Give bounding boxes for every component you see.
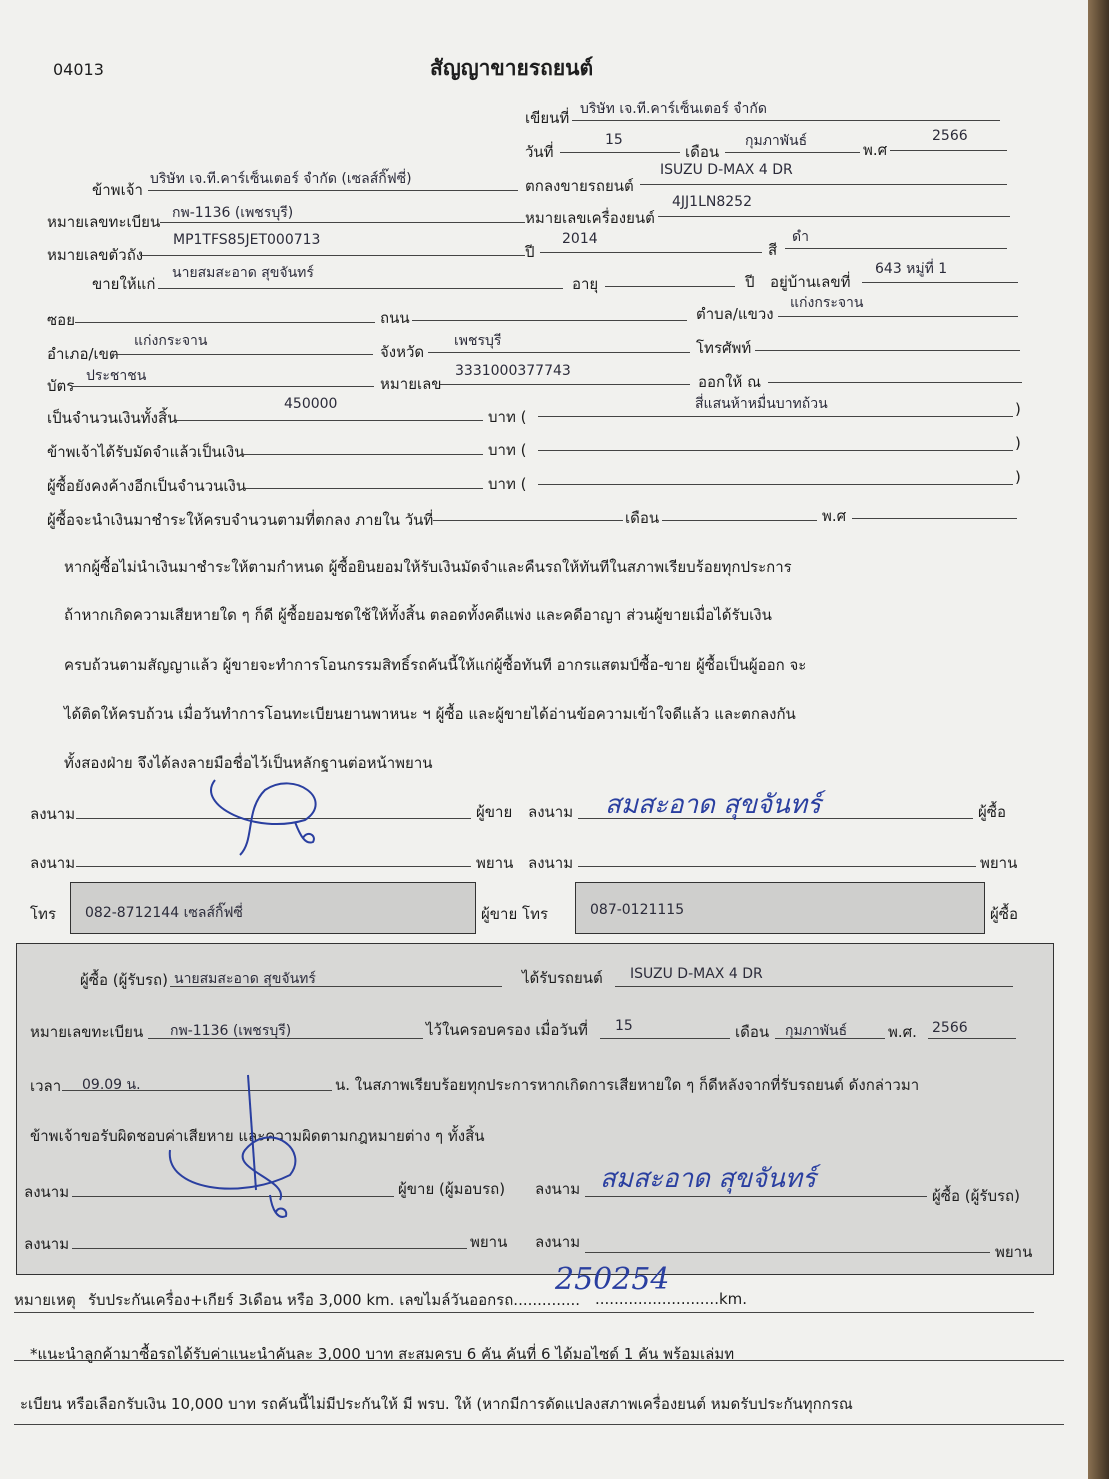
house-label: อยู่บ้านเลขที่	[770, 273, 851, 291]
written-at-value: บริษัท เจ.ที.คาร์เซ็นเตอร์ จำกัด	[580, 101, 767, 117]
date-label: วันที่	[525, 143, 554, 161]
road-label: ถนน	[380, 309, 410, 327]
receipt-day: 15	[615, 1018, 633, 1034]
year-made-label: ปี	[525, 243, 535, 261]
receipt-seller-signature	[160, 1070, 310, 1230]
notes-referral: *แนะนำลูกค้ามาซื้อรถได้รับค่าแนะนำคันละ 3,000 บาท สะสมครบ 6 คัน คันที่ 6 ได้มอไซด์ 1 คัน พร้อมเล่มท	[30, 1345, 735, 1363]
receipt-witness2-label: ลงนาม	[535, 1233, 581, 1251]
date-month-line	[725, 152, 860, 153]
total-label: เป็นจำนวนเงินทั้งสิ้น	[47, 409, 178, 427]
witness1-role: พยาน	[476, 854, 514, 872]
date-month: กุมภาพันธ์	[745, 133, 808, 149]
buyer-phone: 087-0121115	[590, 902, 685, 918]
witness2-role: พยาน	[980, 854, 1018, 872]
page-title: สัญญาขายรถยนต์	[430, 56, 594, 80]
due-year-label: พ.ศ	[822, 507, 847, 525]
witness2-label: ลงนาม	[528, 854, 574, 872]
receipt-time-label: เวลา	[30, 1077, 62, 1095]
year-made-value: 2014	[562, 231, 598, 247]
remaining-label: ผู้ซื้อยังคงค้างอีกเป็นจำนวนเงิน	[47, 477, 247, 495]
province-line	[428, 352, 690, 353]
remaining-words-line	[538, 484, 1013, 485]
buyer-signature: สมสะอาด สุขจันทร์	[605, 790, 821, 820]
receipt-possession-label: ไว้ในครอบครอง เมื่อวันที่	[426, 1021, 588, 1039]
remaining-close: )	[1015, 468, 1021, 486]
chassis-label: หมายเลขตัวถัง	[47, 246, 144, 264]
receipt-buyer-signature: สมสะอาด สุขจันทร์	[600, 1164, 816, 1194]
receipt-car: ISUZU D-MAX 4 DR	[630, 966, 763, 982]
witness1-line	[76, 866, 471, 867]
deposit-label: ข้าพเจ้าได้รับมัดจำแล้วเป็นเงิน	[47, 443, 245, 461]
color-value: ดำ	[792, 229, 809, 245]
plate-value: กพ-1136 (เพชรบุรี)	[172, 205, 294, 221]
total-value: 450000	[284, 396, 338, 412]
written-at-label: เขียนที่	[525, 109, 570, 127]
month-label: เดือน	[685, 143, 720, 161]
subdistrict-value: แก่งกระจาน	[790, 295, 864, 311]
car-model-line	[640, 184, 1007, 185]
document-number: 04013	[53, 60, 104, 79]
receipt-year: 2566	[932, 1020, 968, 1036]
due-year-line	[852, 518, 1017, 519]
seller-line	[148, 190, 518, 191]
seller-value: บริษัท เจ.ที.คาร์เซ็นเตอร์ จำกัด (เซลส์กิ๊ฟซี่)	[150, 171, 412, 187]
total-words-line	[538, 416, 1013, 417]
receipt-witness2-line	[585, 1252, 990, 1253]
age-label: อายุ	[572, 275, 599, 293]
car-model: ISUZU D-MAX 4 DR	[660, 162, 793, 178]
notes-warranty: รับประกันเครื่อง+เกียร์ 3เดือน หรือ 3,000 km. เลขไมล์วันออกรถ..............	[88, 1291, 581, 1309]
deposit-baht: บาท (	[488, 441, 527, 459]
receipt-day-line	[600, 1038, 730, 1039]
receipt-witness1-label: ลงนาม	[24, 1235, 70, 1253]
receipt-month: กุมภาพันธ์	[785, 1023, 848, 1039]
id-label: หมายเลข	[380, 375, 442, 393]
notes-km: ..........................km.	[595, 1290, 748, 1308]
deposit-words-line	[538, 450, 1013, 451]
district-line	[115, 354, 373, 355]
house-line	[862, 282, 1018, 283]
engine-label: หมายเลขเครื่องยนต์	[525, 209, 655, 227]
remaining-line	[242, 488, 483, 489]
notes-label: หมายเหตุ	[14, 1291, 76, 1309]
receipt-line2: ข้าพเจ้าขอรับผิดชอบค่าเสียหาย และความผิดตามกฎหมายต่าง ๆ ทั้งสิ้น	[30, 1127, 485, 1145]
date-day: 15	[605, 132, 623, 148]
house-value: 643 หมู่ที่ 1	[875, 261, 948, 277]
issued-line	[768, 382, 1022, 383]
buyer-name-line	[158, 288, 563, 289]
id-line	[440, 384, 690, 385]
phone-label: โทรศัพท์	[696, 339, 752, 357]
receipt-buyer-sign-label: ลงนาม	[535, 1180, 581, 1198]
district-label: อำเภอ/เขต	[47, 345, 119, 363]
total-close: )	[1015, 400, 1021, 418]
seller-sign-role: ผู้ขาย	[476, 803, 513, 821]
receipt-time: 09.09 น.	[82, 1077, 141, 1093]
plate-line	[160, 222, 525, 223]
phone-line	[755, 350, 1020, 351]
written-at-line	[572, 120, 1000, 121]
buyer-sign-role: ผู้ซื้อ	[978, 803, 1006, 821]
subdistrict-line	[778, 316, 1018, 317]
receipt-month-line	[775, 1038, 885, 1039]
witness2-line	[578, 866, 976, 867]
receipt-year-label: พ.ศ.	[888, 1023, 917, 1041]
terms-line-5: ทั้งสองฝ่าย จึงได้ลงลายมือชื่อไว้เป็นหลักฐานต่อหน้าพยาน	[64, 754, 433, 772]
terms-line-1: หากผู้ซื้อไม่นำเงินมาชำระให้ตามกำหนด ผู้ซื้อยินยอมให้รับเงินมัดจำและคืนรถให้ทันทีในสภาพเรียบร้อยทุกประการ	[64, 558, 792, 576]
seller-phone-suffix: ผู้ขาย โทร	[481, 905, 549, 923]
road-line	[412, 320, 687, 321]
receipt-seller-role: ผู้ขาย (ผู้มอบรถ)	[398, 1180, 506, 1198]
engine-line	[658, 216, 1010, 217]
total-baht: บาท (	[488, 408, 527, 426]
deposit-line	[240, 454, 483, 455]
card-value: ประชาชน	[86, 368, 147, 384]
date-day-line	[560, 152, 680, 153]
due-label: ผู้ซื้อจะนำเงินมาชำระให้ครบจำนวนตามที่ตกลง ภายใน วันที่	[47, 511, 434, 529]
district-value: แก่งกระจาน	[134, 333, 208, 349]
province-label: จังหวัด	[380, 343, 425, 361]
terms-line-2: ถ้าหากเกิดความเสียหายใด ๆ ก็ดี ผู้ซื้อยอมชดใช้ให้ทั้งสิ้น ตลอดทั้งคดีแพ่ง และคดีอาญา ส่วนผู้ขายเมื่อได้รับเงิน	[64, 606, 772, 624]
receipt-buyer: นายสมสะอาด สุขจันทร์	[174, 971, 316, 987]
engine-value: 4JJ1LN8252	[672, 194, 752, 210]
buyer-label: ขายให้แก่	[92, 275, 156, 293]
receipt-witness2-role: พยาน	[995, 1243, 1033, 1261]
color-label: สี	[768, 241, 778, 259]
id-value: 3331000377743	[455, 363, 571, 379]
date-year-line	[890, 150, 1007, 151]
receipt-plate-label: หมายเลขทะเบียน	[30, 1023, 144, 1041]
plate-label: หมายเลขทะเบียน	[47, 213, 161, 231]
province-value: เพชรบุรี	[454, 333, 502, 349]
soi-line	[75, 322, 375, 323]
seller-label: ข้าพเจ้า	[92, 181, 143, 199]
total-line	[175, 420, 483, 421]
year-made-line	[540, 252, 762, 253]
subdistrict-label: ตำบล/แขวง	[696, 305, 774, 323]
card-line	[72, 386, 374, 387]
agree-label: ตกลงขายรถยนต์	[525, 177, 634, 195]
due-month-label: เดือน	[625, 509, 660, 527]
soi-label: ซอย	[47, 311, 75, 329]
buyer-name: นายสมสะอาด สุขจันทร์	[172, 265, 314, 281]
seller-signature	[195, 760, 335, 860]
receipt-witness1-role: พยาน	[470, 1233, 508, 1251]
notes-policy: ะเบียน หรือเลือกรับเงิน 10,000 บาท รถคันนี้ไม่มีประกันให้ มี พรบ. ให้ (หากมีการดัดแปลงสภาพเครื่องยนต์ หมดรับประกันทุกกรณ	[20, 1395, 853, 1413]
receipt-received-label: ได้รับรถยนต์	[522, 969, 603, 987]
receipt-line1: น. ในสภาพเรียบร้อยทุกประการหากเกิดการเสียหายใด ๆ ก็ดีหลังจากที่รับรถยนต์ ดังกล่าวมา	[335, 1076, 920, 1094]
year-label: พ.ศ	[863, 141, 888, 159]
buyer-sign-label: ลงนาม	[528, 803, 574, 821]
receipt-year-line	[928, 1038, 1016, 1039]
notes-mileage: 250254	[555, 1262, 670, 1297]
receipt-plate-line	[148, 1038, 423, 1039]
witness1-label: ลงนาม	[30, 854, 76, 872]
receipt-buyer-role: ผู้ซื้อ (ผู้รับรถ)	[932, 1187, 1020, 1205]
total-words: สี่แสนห้าหมื่นบาทถ้วน	[695, 396, 828, 412]
card-label: บัตร	[47, 377, 75, 395]
issued-label: ออกให้ ณ	[698, 373, 761, 391]
due-month-line	[662, 520, 817, 521]
notes-line-2	[14, 1360, 1064, 1361]
receipt-buyer-line	[170, 986, 502, 987]
phone-row-label: โทร	[30, 905, 57, 923]
seller-phone: 082-8712144 เซลส์กิ๊ฟซี่	[85, 905, 243, 921]
age-line	[605, 286, 735, 287]
due-day-line	[433, 520, 623, 521]
wooden-table-edge	[1088, 0, 1109, 1479]
terms-line-4: ได้ติดให้ครบถ้วน เมื่อวันทำการโอนทะเบียนยานพาหนะ ฯ ผู้ซื้อ และผู้ขายได้อ่านข้อความเข้าใจดีแล้ว และตกลงกัน	[64, 705, 796, 723]
receipt-month-label: เดือน	[735, 1023, 770, 1041]
receipt-plate: กพ-1136 (เพชรบุรี)	[170, 1023, 292, 1039]
chassis-value: MP1TFS85JET000713	[173, 232, 321, 248]
terms-line-3: ครบถ้วนตามสัญญาแล้ว ผู้ขายจะทำการโอนกรรมสิทธิ์รถคันนี้ให้แก่ผู้ซื้อทันที อากรแสตมป์ซื้อ-ขาย ผู้ซื้อเป็นผู้ออก จะ	[64, 656, 807, 674]
seller-sign-label: ลงนาม	[30, 805, 76, 823]
deposit-close: )	[1015, 434, 1021, 452]
notes-line-3	[14, 1424, 1064, 1425]
receipt-witness1-line	[72, 1248, 467, 1249]
notes-line-1	[14, 1312, 1034, 1313]
receipt-car-line	[615, 986, 1013, 987]
receipt-buyer-label: ผู้ซื้อ (ผู้รับรถ)	[80, 971, 168, 989]
buyer-phone-suffix: ผู้ซื้อ	[990, 905, 1018, 923]
color-line	[785, 248, 1007, 249]
receipt-seller-sign-label: ลงนาม	[24, 1183, 70, 1201]
years-label: ปี	[745, 273, 755, 291]
remaining-baht: บาท (	[488, 475, 527, 493]
chassis-line	[140, 255, 525, 256]
date-year: 2566	[932, 128, 968, 144]
